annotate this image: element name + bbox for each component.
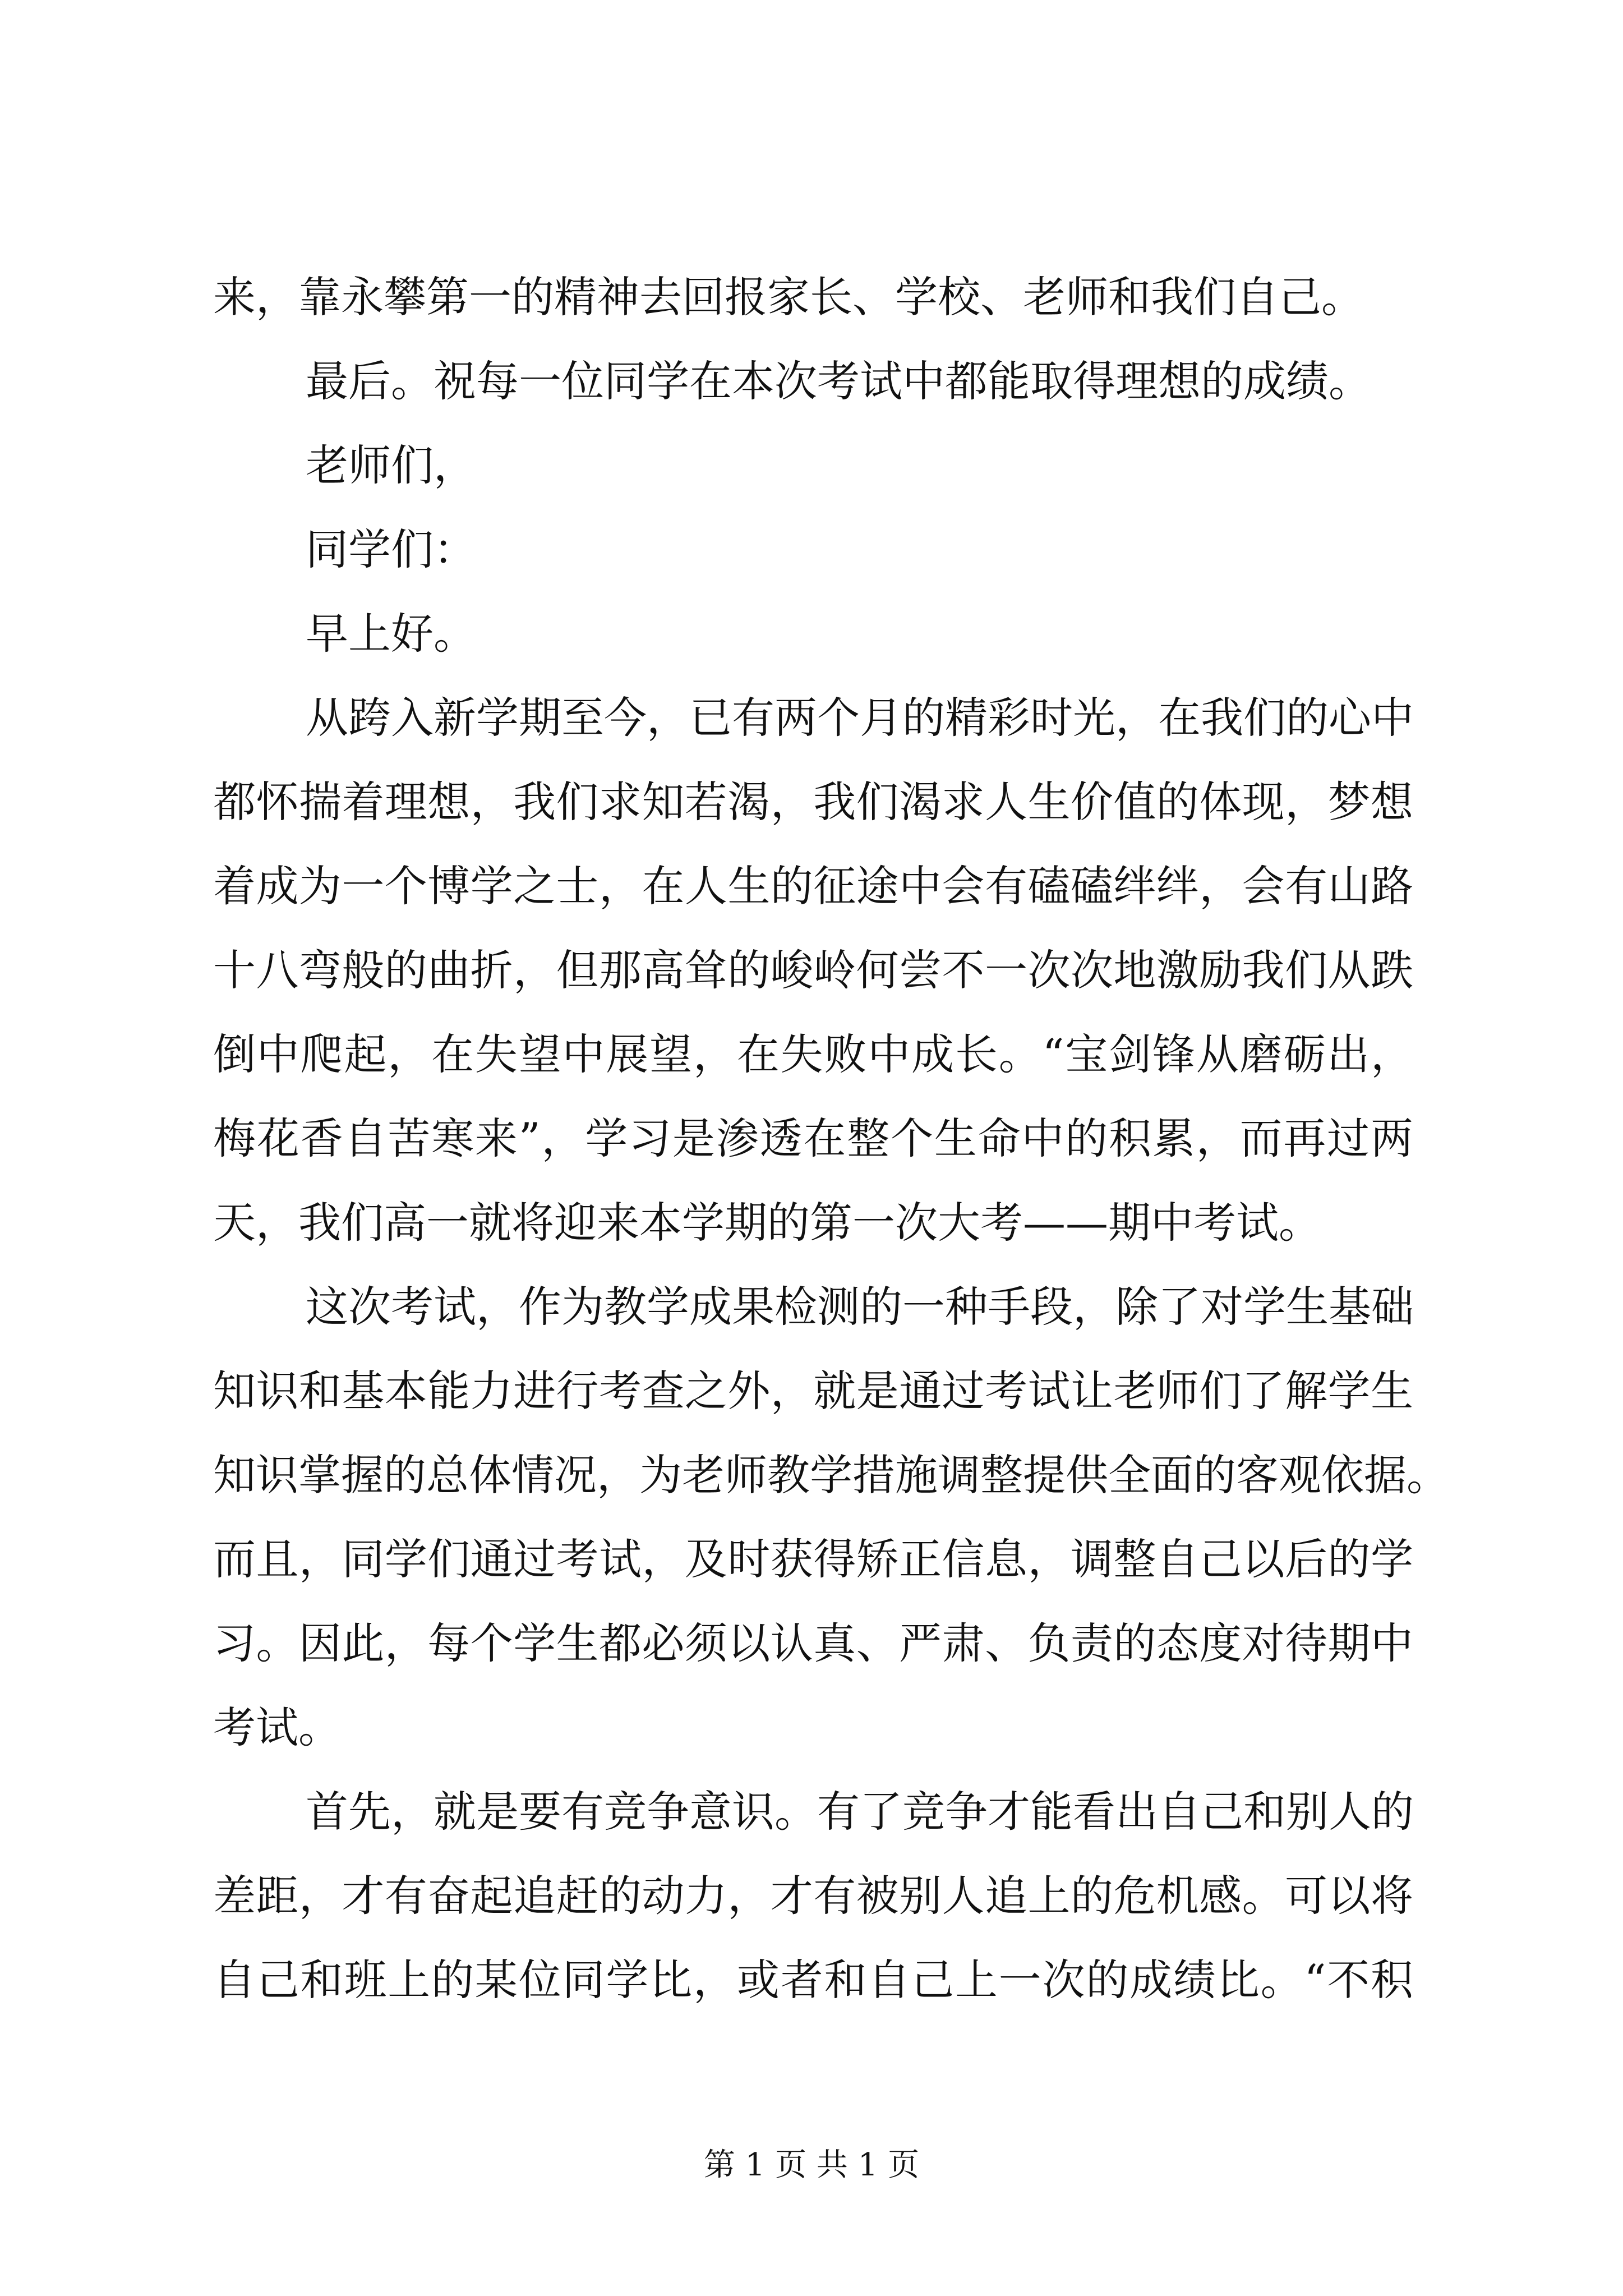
text-line: 这次考试，作为教学成果检测的一种手段，除了对学生基础 — [306, 1282, 1414, 1332]
text-line: 自己和班上的某位同学比，或者和自己上一次的成绩比。“不积 — [213, 1955, 1413, 2005]
text-line: 从跨入新学期至今，已有两个月的精彩时光，在我们的心中 — [306, 693, 1414, 743]
text-line: 倒中爬起，在失望中展望，在失败中成长。“宝剑锋从磨砺出， — [213, 1029, 1413, 1079]
text-line: 十八弯般的曲折，但那高耸的峻岭何尝不一次次地激励我们从跌 — [213, 945, 1413, 995]
text-line: 老师们， — [306, 440, 476, 490]
text-line: 知识掌握的总体情况，为老师教学措施调整提供全面的客观依据。 — [213, 1450, 1449, 1500]
text-line: 都怀揣着理想，我们求知若渴，我们渴求人生价值的体现，梦想 — [213, 777, 1413, 827]
text-line: 早上好。 — [306, 609, 476, 659]
text-line: 天，我们高一就将迎来本学期的第一次大考——期中考试。 — [213, 1198, 1321, 1248]
text-line: 而且，同学们通过考试，及时获得矫正信息，调整自己以后的学 — [213, 1534, 1413, 1584]
text-line: 首先，就是要有竞争意识。有了竞争才能看出自己和别人的 — [306, 1787, 1414, 1837]
text-line: 着成为一个博学之士，在人生的征途中会有磕磕绊绊，会有山路 — [213, 861, 1413, 911]
text-line: 知识和基本能力进行考查之外，就是通过考试让老师们了解学生 — [213, 1366, 1413, 1416]
text-line: 考试。 — [213, 1703, 341, 1752]
text-line: 梅花香自苦寒来”，学习是渗透在整个生命中的积累，而再过两 — [213, 1114, 1413, 1163]
text-line: 习。因此，每个学生都必须以认真、严肃、负责的态度对待期中 — [213, 1618, 1413, 1668]
text-line: 最后。祝每一位同学在本次考试中都能取得理想的成绩。 — [306, 356, 1371, 406]
text-line: 来，靠永攀第一的精神去回报家长、学校、老师和我们自己。 — [213, 272, 1364, 322]
text-line: 同学们： — [306, 524, 476, 574]
page-number-footer: 第 1 页 共 1 页 — [703, 2147, 920, 2183]
text-line: 差距，才有奋起追赶的动力，才有被别人追上的危机感。可以将 — [213, 1871, 1413, 1921]
